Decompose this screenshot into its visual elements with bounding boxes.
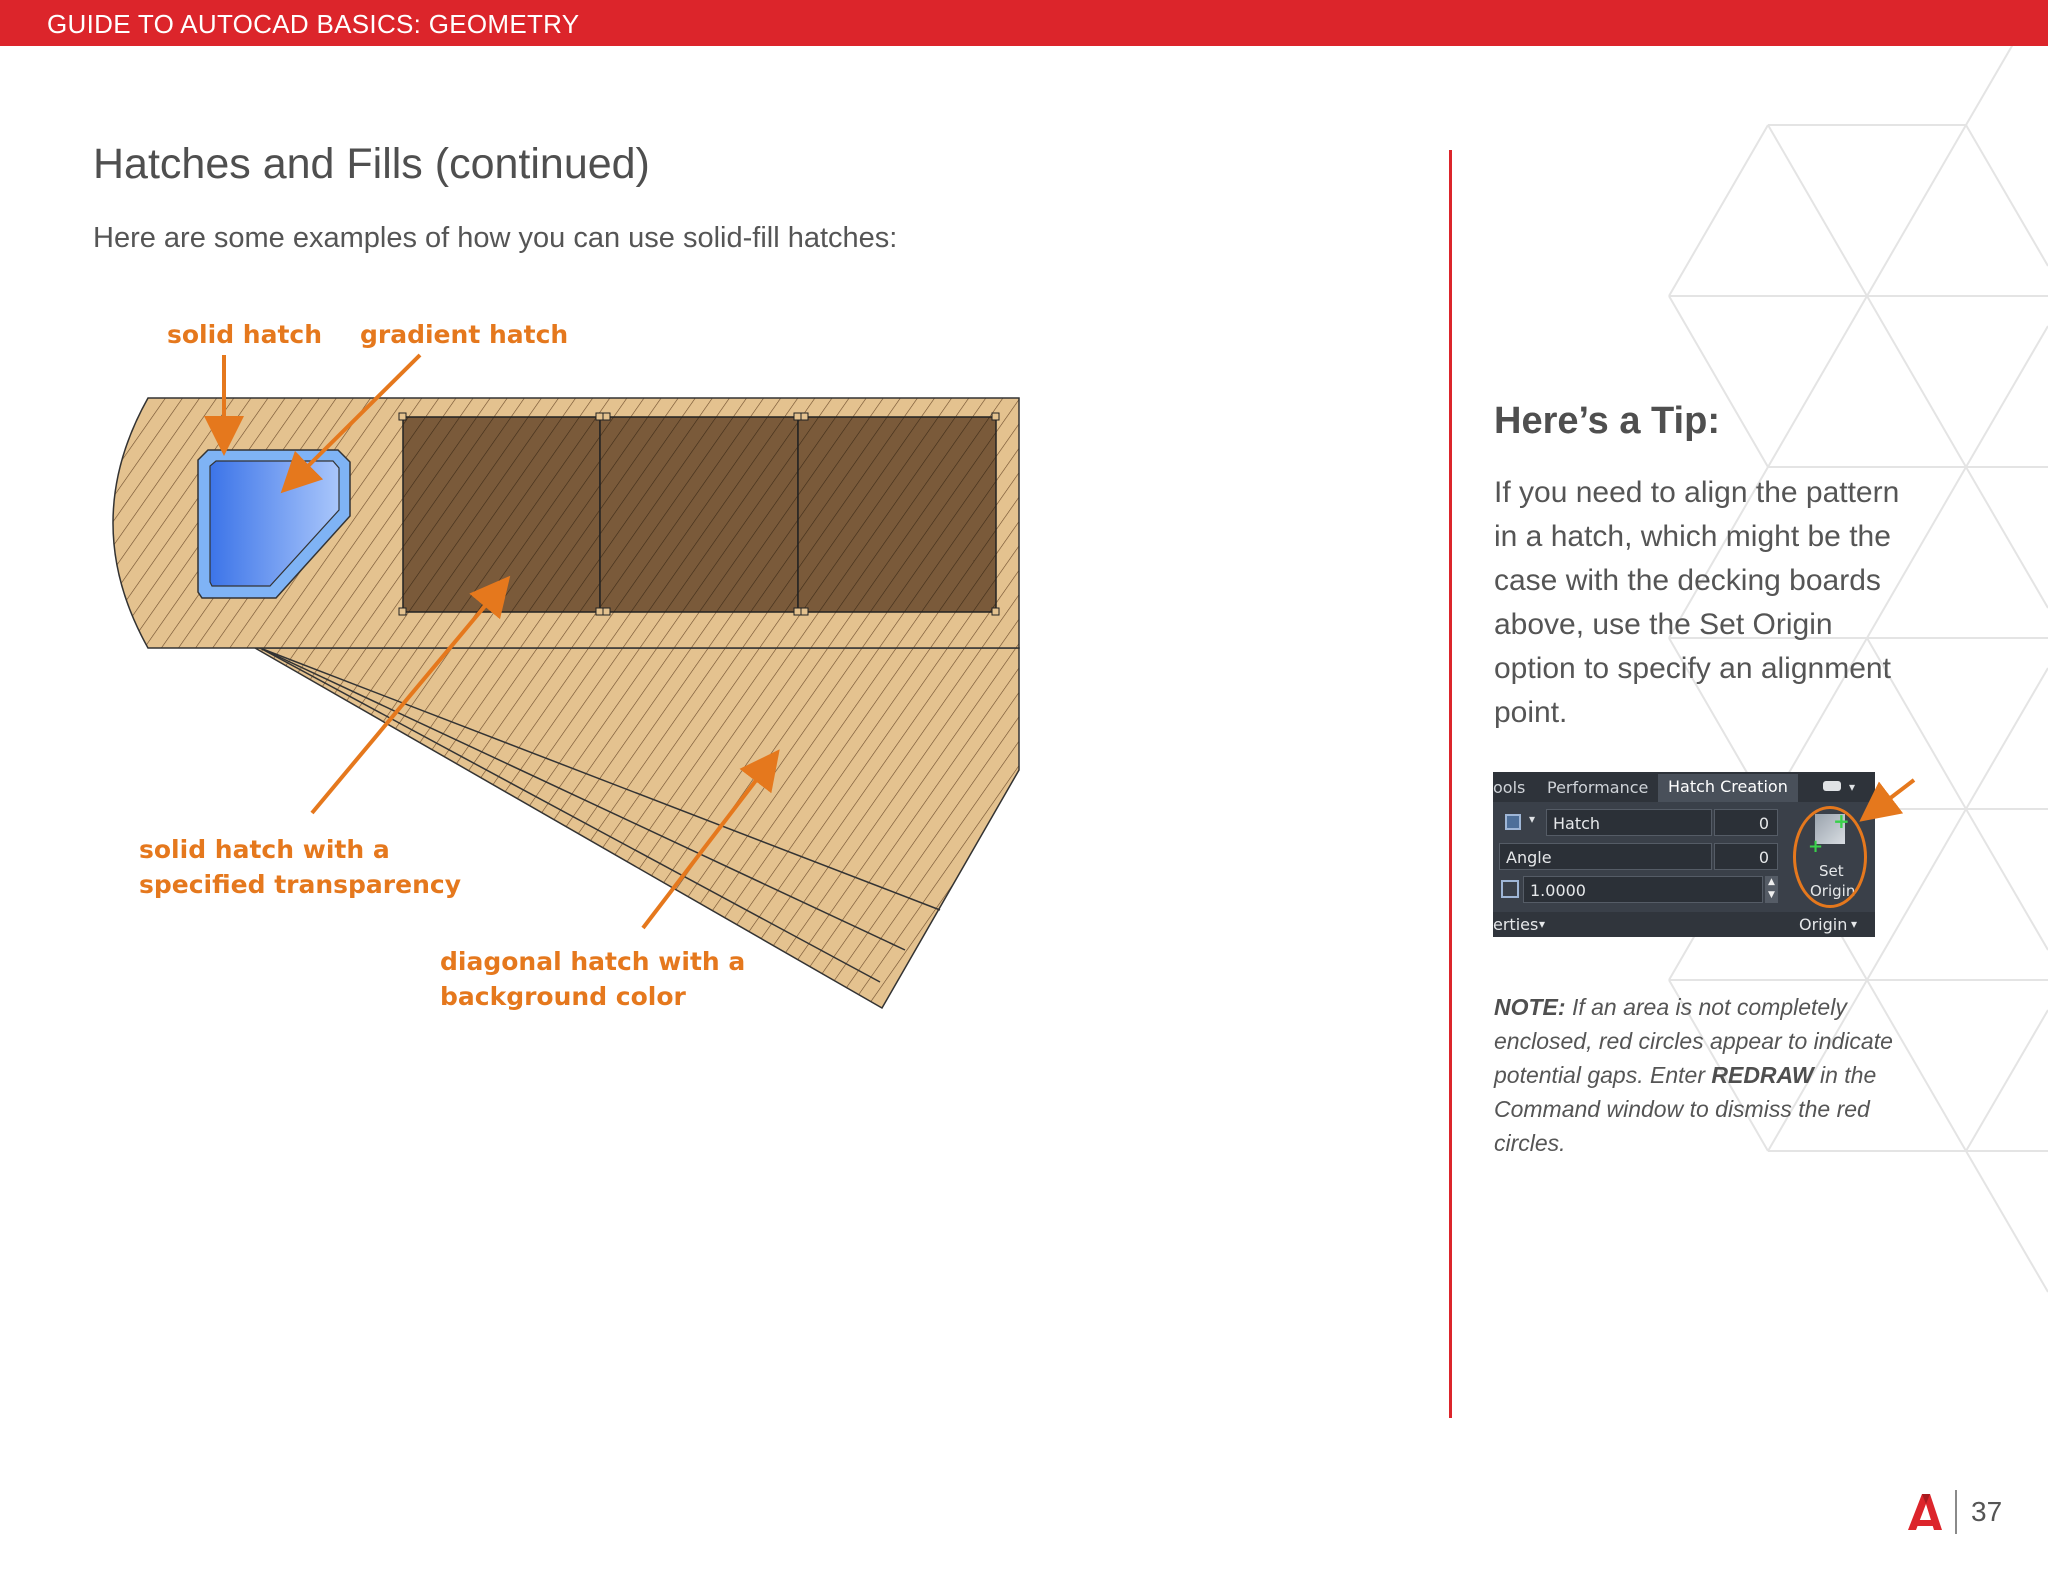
label-diagonal-line1: diagonal hatch with a xyxy=(440,947,746,976)
set-origin-label-line2: Origin xyxy=(1810,882,1856,900)
hatch-examples-figure xyxy=(90,310,1030,1030)
label-solid-hatch: solid hatch xyxy=(167,320,323,349)
sidebar-divider xyxy=(1449,150,1452,1418)
note-text-before: If an area is not completely enclosed, red circles appear to indicate potential gaps. Enter xyxy=(1494,994,1893,1088)
hatch-transparency-field[interactable]: Hatch xyxy=(1546,809,1712,836)
tab-tools[interactable]: ools xyxy=(1493,778,1526,797)
scale-field[interactable]: 1.0000 xyxy=(1523,876,1763,903)
note-text xyxy=(1494,990,1924,1160)
note-command: REDRAW xyxy=(1711,1062,1814,1088)
ribbon-panel-labels xyxy=(1493,912,1875,937)
label-diagonal-line2: background color xyxy=(440,982,686,1011)
set-origin-highlight-circle xyxy=(1793,806,1867,908)
header-title: GUIDE TO AUTOCAD BASICS: GEOMETRY xyxy=(47,9,580,39)
set-origin-label-line1: Set xyxy=(1819,862,1844,880)
properties-dropdown-icon[interactable]: ▾ xyxy=(1539,917,1546,931)
hatch-creation-ribbon xyxy=(1493,772,1875,937)
label-transparency-line1: solid hatch with a xyxy=(139,835,390,864)
angle-field[interactable]: Angle xyxy=(1499,843,1712,870)
page-title: Hatches and Fills (continued) xyxy=(93,140,650,188)
tab-hatch-creation[interactable]: Hatch Creation xyxy=(1658,774,1798,802)
note-text-after: in the Command window to dismiss the red circles. xyxy=(1494,1062,1877,1156)
origin-panel-label[interactable]: Origin xyxy=(1799,915,1848,934)
page-number: 37 xyxy=(1971,1496,2003,1527)
transparent-hatch-1 xyxy=(403,417,600,612)
hatch-color-icon[interactable] xyxy=(1505,814,1521,830)
intro-text: Here are some examples of how you can use solid-fill hatches: xyxy=(93,222,898,254)
transparent-hatch-2 xyxy=(600,417,798,612)
properties-panel-label[interactable]: erties xyxy=(1493,915,1539,934)
label-diagonal xyxy=(440,944,745,1014)
origin-plus-icon: + xyxy=(1833,809,1850,833)
hatch-color-dropdown-icon[interactable]: ▾ xyxy=(1529,812,1536,826)
tip-title: Here’s a Tip: xyxy=(1494,400,1720,442)
ribbon-callout-arrow xyxy=(1858,776,1918,826)
transparent-hatch-3 xyxy=(798,417,996,612)
label-gradient-hatch: gradient hatch xyxy=(360,320,569,349)
tab-performance[interactable]: Performance xyxy=(1547,778,1649,797)
minimize-icon[interactable] xyxy=(1823,781,1841,791)
angle-value[interactable]: 0 xyxy=(1714,843,1778,870)
header-bar xyxy=(0,0,2048,46)
label-transparency xyxy=(139,832,461,902)
hatch-transparency-value[interactable]: 0 xyxy=(1714,809,1778,836)
origin-dropdown-icon[interactable]: ▾ xyxy=(1851,917,1858,931)
scale-spinner[interactable]: ▲ ▼ xyxy=(1765,876,1778,903)
footer-separator xyxy=(1955,1490,1957,1534)
dropdown-arrow-icon[interactable]: ▾ xyxy=(1849,780,1856,794)
ribbon-tabs xyxy=(1493,772,1875,802)
scale-icon xyxy=(1501,880,1519,898)
note-prefix: NOTE: xyxy=(1494,994,1566,1020)
autocad-logo-icon xyxy=(1904,1490,1944,1534)
label-transparency-line2: specified transparency xyxy=(139,870,461,899)
origin-plus-small-icon: + xyxy=(1808,836,1824,857)
tip-body: If you need to align the pattern in a hatch, which might be the case with the decking boards above, use the Set Origin option to specify an alignment point. xyxy=(1494,476,1900,729)
